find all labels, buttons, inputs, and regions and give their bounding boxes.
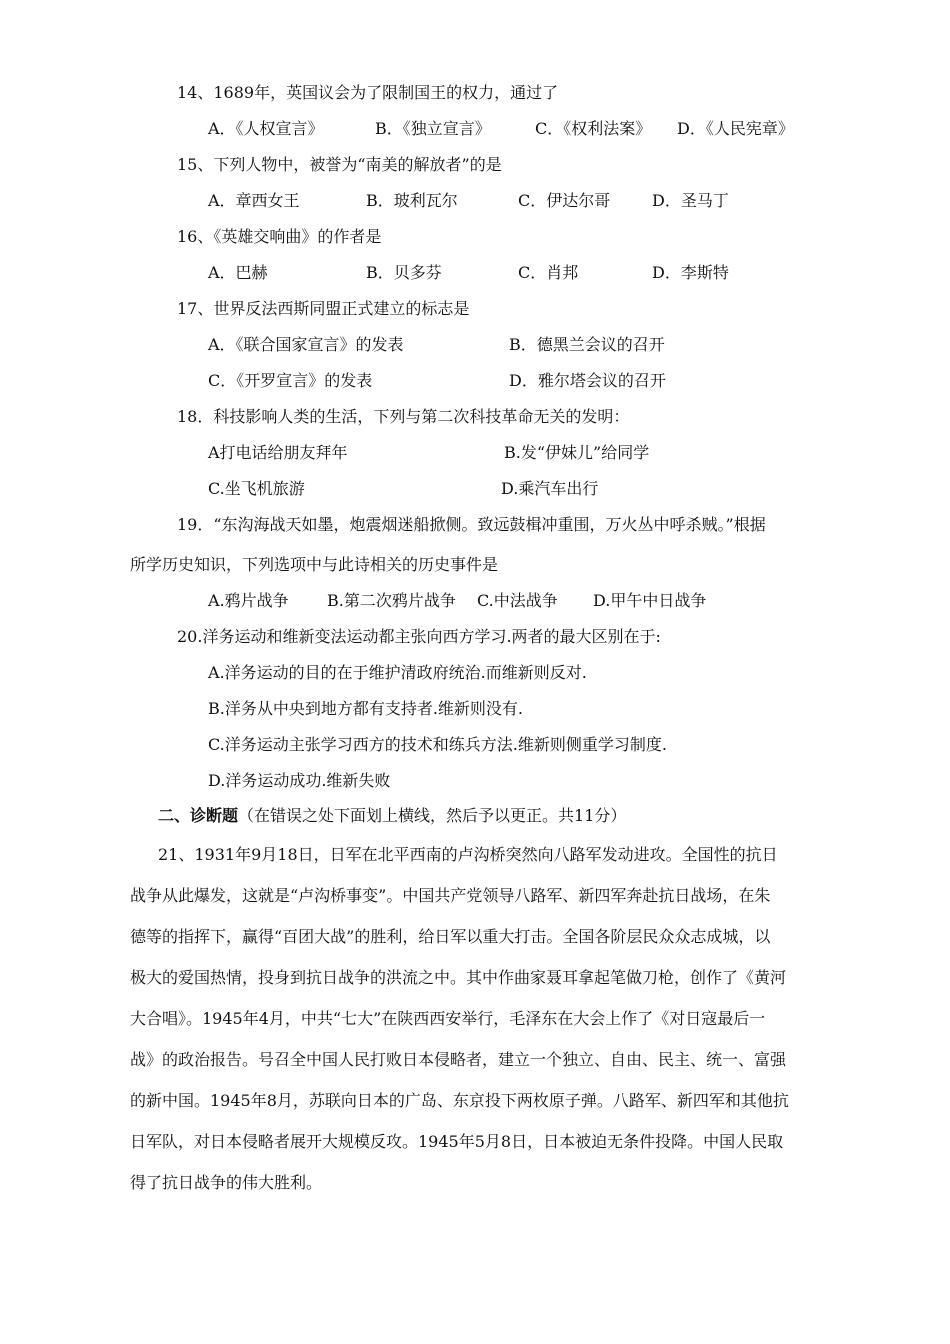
question-17-option-c: C．《开罗宣言》的发表 <box>208 371 373 390</box>
question-16-option-b: B．贝多芬 <box>366 263 442 282</box>
question-19-option-a: A.鸦片战争 <box>208 591 289 610</box>
question-19-option-b: B.第二次鸦片战争 <box>327 591 456 610</box>
question-18-option-a: A打电话给朋友拜年 <box>208 443 348 462</box>
question-15-option-d: D．圣马丁 <box>652 191 729 210</box>
question-21-line-8: 日军队，对日本侵略者展开大规模反攻。1945年5月8日，日本被迫无条件投降。中国人民取 <box>130 1132 784 1151</box>
question-19-option-c: C.中法战争 <box>477 591 558 610</box>
question-15-option-b: B．玻利瓦尔 <box>366 191 458 210</box>
question-16-option-d: D．李斯特 <box>652 263 729 282</box>
question-16-option-a: A．巴赫 <box>208 263 268 282</box>
question-14-option-c: C．《权利法案》 <box>535 119 652 138</box>
question-14-option-b: B．《独立宣言》 <box>375 119 491 138</box>
question-14-option-a: A．《人权宣言》 <box>208 119 324 138</box>
question-21-line-9: 得了抗日战争的伟大胜利。 <box>130 1173 323 1192</box>
section-2-header <box>158 806 626 826</box>
question-18-stem: 18．科技影响人类的生活，下列与第二次科技革命无关的发明： <box>177 407 630 426</box>
question-21-line-7: 的新中国。1945年8月，苏联向日本的广岛、东京投下两枚原子弹。八路军、新四军和其他抗 <box>130 1091 789 1110</box>
question-15-option-c: C．伊达尔哥 <box>518 191 611 210</box>
question-20-option-c: C.洋务运动主张学习西方的技术和练兵方法.维新则侧重学习制度. <box>208 735 667 754</box>
question-17-option-a: A．《联合国家宣言》的发表 <box>208 335 404 354</box>
question-21-line-5: 大合唱》。1945年4月，中共“七大”在陕西西安举行，毛泽东在大会上作了《对日寇最后一 <box>130 1009 766 1028</box>
question-16-stem: 16、《英雄交响曲》的作者是 <box>177 227 382 246</box>
question-21-line-6: 战》的政治报告。号召全中国人民打败日本侵略者，建立一个独立、自由、民主、统一、富强 <box>130 1050 787 1069</box>
question-19-stem-line-1: 19．“东沟海战天如墨，炮震烟迷船掀侧。致远鼓楫冲重围，万火丛中呼杀贼。”根据 <box>177 515 766 534</box>
question-17-option-d: D．雅尔塔会议的召开 <box>509 371 666 390</box>
question-19-option-d: D.甲午中日战争 <box>593 591 707 610</box>
section-2-instruction: （在错误之处下面划上横线，然后予以更正。共11分） <box>238 806 627 825</box>
question-15-option-a: A．章西女王 <box>208 191 300 210</box>
question-21-line-1: 21、1931年9月18日，日军在北平西南的卢沟桥突然向八路军发动进攻。全国性的抗日 <box>158 845 778 864</box>
section-2-heading: 二、诊断题 <box>158 806 239 825</box>
question-17-stem: 17、世界反法西斯同盟正式建立的标志是 <box>177 299 470 318</box>
question-21-line-4: 极大的爱国热情，投身到抗日战争的洪流之中。其中作曲家聂耳拿起笔做刀枪，创作了《黄河 <box>130 968 787 987</box>
question-20-option-d: D.洋务运动成功.维新失败 <box>208 771 391 790</box>
question-14-option-d: D．《人民宪章》 <box>677 119 794 138</box>
question-18-option-b: B.发“伊妹儿”给同学 <box>504 443 650 462</box>
question-16-option-c: C．肖邦 <box>518 263 579 282</box>
question-14-stem: 14、1689年，英国议会为了限制国王的权力，通过了 <box>177 83 559 102</box>
question-21-line-3: 德等的指挥下，赢得“百团大战”的胜利，给日军以重大打击。全国各阶层民众众志成城，以 <box>130 927 771 946</box>
question-17-option-b: B．德黑兰会议的召开 <box>509 335 665 354</box>
question-20-option-b: B.洋务从中央到地方都有支持者.维新则没有. <box>208 699 524 718</box>
question-19-stem-line-2: 所学历史知识，下列选项中与此诗相关的历史事件是 <box>130 555 499 574</box>
question-20-option-a: A.洋务运动的目的在于维护清政府统治.而维新则反对. <box>208 663 587 682</box>
question-15-stem: 15、下列人物中，被誉为“南美的解放者”的是 <box>177 155 502 174</box>
question-20-stem: 20.洋务运动和维新变法运动都主张向西方学习.两者的最大区别在于: <box>177 627 661 646</box>
question-18-option-d: D.乘汽车出行 <box>501 479 599 498</box>
question-21-line-2: 战争从此爆发，这就是“卢沟桥事变”。中国共产党领导八路军、新四军奔赴抗日战场，在朱 <box>130 886 771 905</box>
question-18-option-c: C.坐飞机旅游 <box>208 479 305 498</box>
